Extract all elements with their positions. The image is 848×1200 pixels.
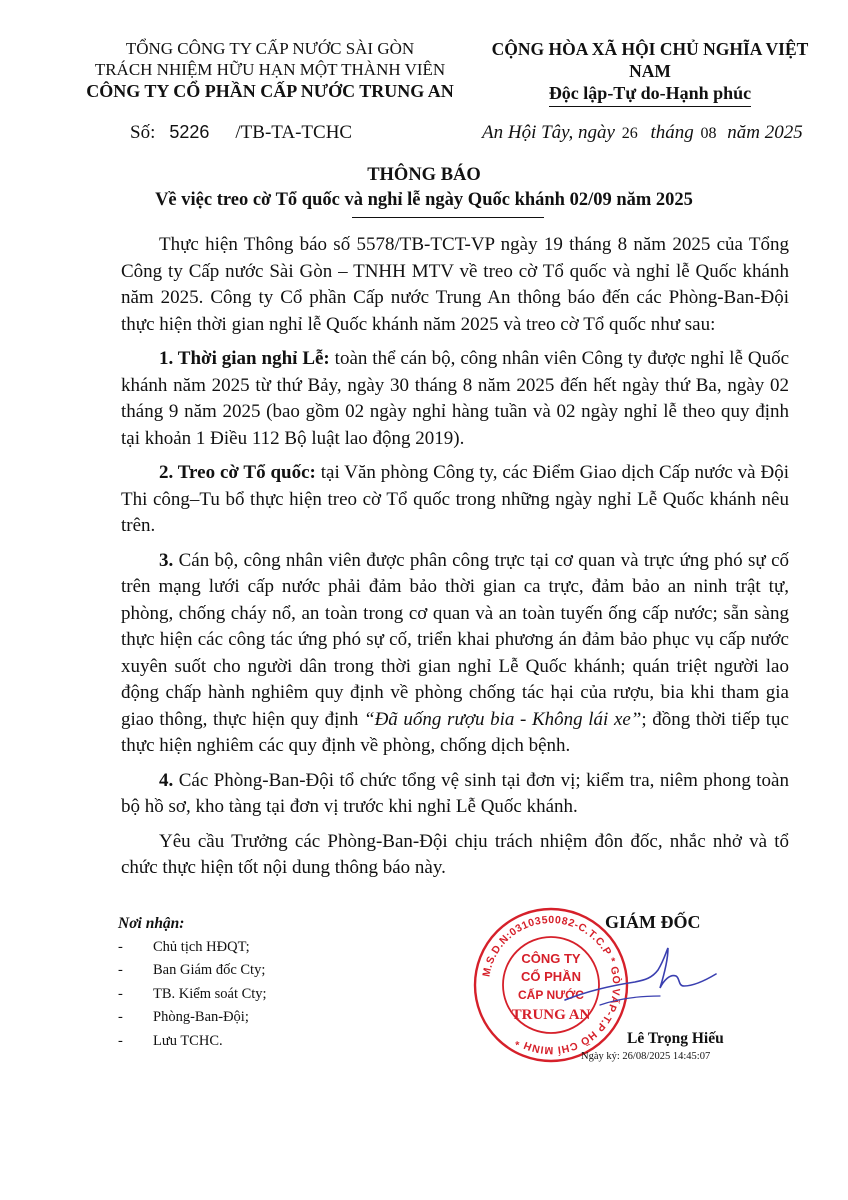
seal-line-4: TRUNG AN xyxy=(511,1007,591,1023)
national-title: CỘNG HÒA XÃ HỘI CHỦ NGHĨA VIỆT NAM xyxy=(491,39,809,81)
seal-line-2: CỔ PHẦN xyxy=(521,969,581,984)
recipient-dash: - xyxy=(118,985,123,1002)
item-3-text: Cán bộ, công nhân viên được phân công trực tại cơ quan và trực ứng phó sự cố trên mạng lưới cấp nước phải đảm bảo thời gian ca trực, đảm bảo an ninh trật tự, phòng, chống cháy nổ, an toàn trong cơ quan và an toàn tuyến ống cấp nước; sẵn sàng thực hiện các công tác ứng phó sự cố, triển khai phương án đảm bảo phục vụ cấp nước xuyên suốt cho người dân trong thời gian nghỉ Lễ Quốc khánh; quán triệt người lao động chấp hành nghiêm quy định về phòng chống tác hại của rượu, bia khi tham gia giao thông, thực hiện quy định xyxy=(121,549,789,730)
item-1-paragraph xyxy=(121,346,789,452)
org-company-name: CÔNG TY CỔ PHẦN CẤP NƯỚC TRUNG AN xyxy=(86,81,454,101)
item-1-label: 1. Thời gian nghỉ Lễ: xyxy=(159,348,330,369)
item-4-label: 4. xyxy=(159,769,174,791)
item-3-label: 3. xyxy=(159,549,174,571)
closing-paragraph: Yêu cầu Trưởng các Phòng-Ban-Đội chịu trách nhiệm đôn đốc, nhắc nhở và tổ chức thực hiện tốt nội dung thông báo này. xyxy=(121,830,789,878)
recipient-text: TB. Kiểm soát Cty; xyxy=(153,985,267,1002)
item-2-label: 2. Treo cờ Tổ quốc: xyxy=(159,462,316,483)
date-year: năm 2025 xyxy=(727,122,803,143)
document-number-suffix: /TB-TA-TCHC xyxy=(235,122,353,143)
recipient-text: Lưu TCHC. xyxy=(153,1032,223,1049)
org-parent-name: TỔNG CÔNG TY CẤP NƯỚC SÀI GÒN xyxy=(125,39,415,58)
organization-header xyxy=(60,38,480,102)
recipient-item xyxy=(118,936,438,960)
recipient-item xyxy=(118,1006,438,1030)
date-month: 08 xyxy=(700,125,717,142)
intro-paragraph: Thực hiện Thông báo số 5578/TB-TCT-VP ngày 19 tháng 8 năm 2025 của Tổng Công ty Cấp nước Sài Gòn – TNHH MTV về treo cờ Tổ quốc và nghỉ lễ Quốc khánh năm 2025. Công ty Cổ phần Cấp nước Trung An thông báo đến các Phòng-Ban-Đội thực hiện thời gian nghỉ lễ Quốc khánh năm 2025 và treo cờ Tổ quốc như sau: xyxy=(121,234,789,335)
item-3-quote: “Đã uống rượu bia - Không lái xe” xyxy=(364,708,642,730)
recipient-item xyxy=(118,1030,438,1054)
recipient-text: Phòng-Ban-Đội; xyxy=(153,1009,249,1025)
signed-timestamp: Ngày ký: 26/08/2025 14:45:07 xyxy=(581,1051,711,1062)
document-title: THÔNG BÁO xyxy=(367,165,481,185)
seal-line-1: CÔNG TY xyxy=(521,951,581,966)
national-motto: Độc lập-Tự do-Hạnh phúc xyxy=(549,82,751,107)
recipient-text: Ban Giám đốc Cty; xyxy=(153,962,266,978)
item-3-paragraph xyxy=(121,548,789,760)
date-month-label: tháng xyxy=(650,122,694,143)
item-3-tail: ; đồng thời tiếp tục thực hiện nghiêm các quy định về phòng, chống dịch bệnh. xyxy=(121,708,789,756)
recipient-dash: - xyxy=(118,938,123,955)
date-place: An Hội Tây, ngày xyxy=(482,122,615,143)
recipients-title: Nơi nhận: xyxy=(118,915,185,932)
seal-line-3: CẤP NƯỚC xyxy=(518,988,584,1002)
recipient-item xyxy=(118,959,438,983)
item-2-paragraph xyxy=(121,460,789,540)
document-number-prefix: Số: xyxy=(130,122,156,143)
item-4-paragraph xyxy=(121,768,789,821)
item-2-text: tại Văn phòng Công ty, các Điểm Giao dịch Cấp nước và Đội Thi công–Tu bổ thực hiện treo cờ Tổ quốc trong những ngày nghỉ Lễ Quốc khánh nêu trên. xyxy=(121,462,789,536)
signer-name: Lê Trọng Hiếu xyxy=(627,1030,724,1047)
recipient-text: Chủ tịch HĐQT; xyxy=(153,938,250,955)
item-1-text: toàn thể cán bộ, công nhân viên Công ty được nghỉ lễ Quốc khánh năm 2025 từ thứ Bảy, ngày 30 tháng 8 năm 2025 đến hết ngày thứ Ba, ngày 02 tháng 9 năm 2025 (bao gồm 02 ngày nghỉ hàng tuần và 02 ngày nghỉ lễ theo quy định tại khoản 1 Điều 112 Bộ luật lao động 2019). xyxy=(121,348,790,449)
recipient-dash: - xyxy=(118,962,123,978)
subtitle-underline xyxy=(352,217,544,218)
item-4-text: Các Phòng-Ban-Đội tổ chức tổng vệ sinh tại đơn vị; kiểm tra, niêm phong toàn bộ hồ sơ, kho tàng tại đơn vị trước khi nghỉ Lễ Quốc khánh. xyxy=(121,769,789,817)
org-parent-type: TRÁCH NHIỆM HỮU HẠN MỘT THÀNH VIÊN xyxy=(94,60,446,79)
document-number-value: 5226 xyxy=(169,122,210,142)
recipient-item xyxy=(118,983,438,1007)
recipient-dash: - xyxy=(118,1032,123,1049)
document-subtitle: Về việc treo cờ Tổ quốc và nghỉ lễ ngày Quốc khánh 02/09 năm 2025 xyxy=(155,190,693,210)
document-date xyxy=(482,122,803,144)
recipients-block xyxy=(118,912,438,1053)
handwritten-signature xyxy=(560,930,720,1010)
date-day: 26 xyxy=(621,125,638,142)
document-number xyxy=(130,122,352,144)
seal-ring-text: M.S.D.N:0310350082-C.T.C.P * GÒ VẤP-T.P HỒ CHÍ MINH * xyxy=(480,913,623,1057)
recipient-dash: - xyxy=(118,1009,123,1025)
signer-title: GIÁM ĐỐC xyxy=(605,912,701,932)
document-body xyxy=(121,232,789,890)
national-header xyxy=(475,38,825,107)
